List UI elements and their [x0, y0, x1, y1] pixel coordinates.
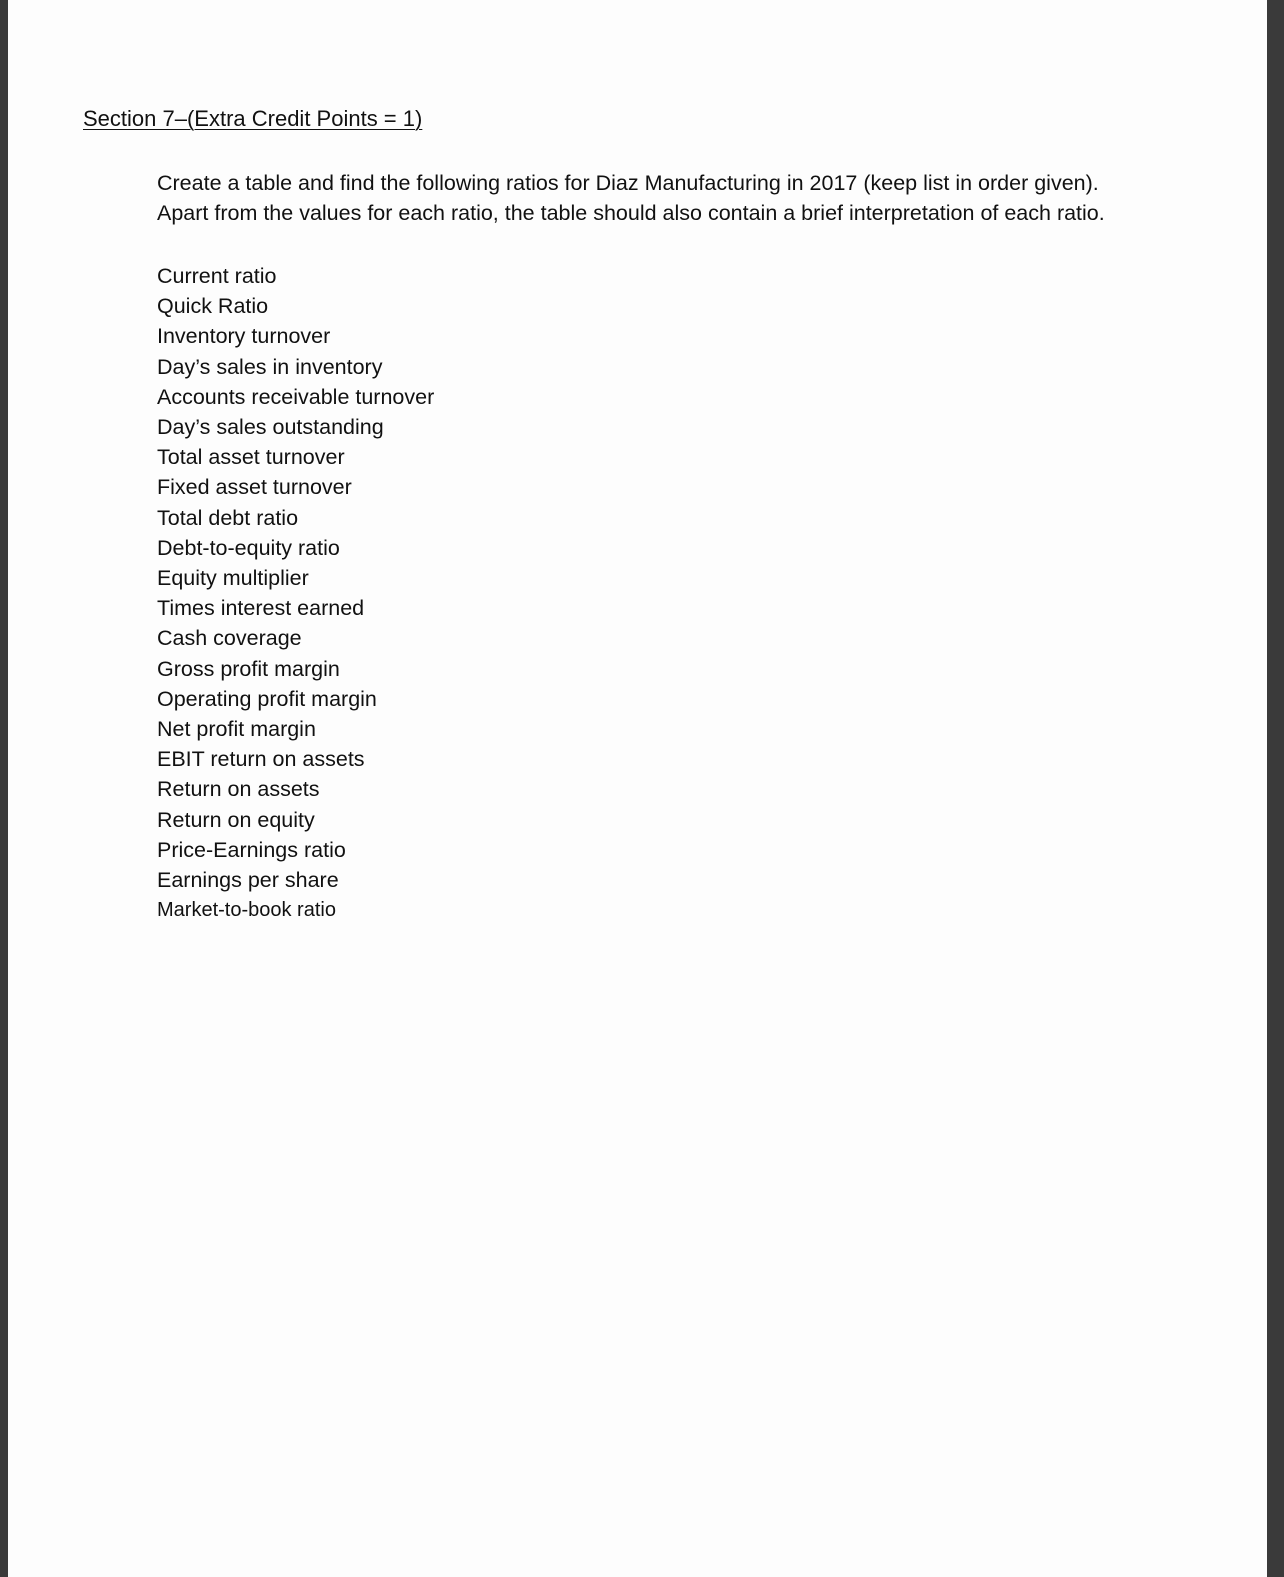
ratio-list	[157, 261, 434, 925]
ratio-item: Accounts receivable turnover	[157, 384, 435, 409]
ratio-item: Cash coverage	[157, 626, 302, 651]
ratio-item: Current ratio	[157, 264, 277, 288]
ratio-item: Day’s sales in inventory	[157, 354, 383, 379]
ratio-item: Inventory turnover	[157, 324, 331, 349]
ratio-item: Quick Ratio	[157, 294, 269, 319]
ratio-item: Day’s sales outstanding	[157, 415, 384, 440]
ratio-item: Total asset turnover	[157, 445, 345, 470]
ratio-item: Operating profit margin	[157, 686, 377, 711]
ratio-item: Return on assets	[157, 777, 320, 802]
ratio-item: EBIT return on assets	[157, 747, 365, 772]
ratio-item: Gross profit margin	[157, 656, 340, 681]
ratio-item: Debt-to-equity ratio	[157, 535, 340, 560]
ratio-item: Times interest earned	[157, 596, 365, 621]
instruction-line-2: Apart from the values for each ratio, the table should also contain a brief interpretation of each ratio.	[157, 201, 1105, 225]
section-title: Section 7–(Extra Credit Points = 1)	[83, 106, 423, 131]
ratio-item: Fixed asset turnover	[157, 475, 352, 500]
document-page	[8, 0, 1267, 1577]
ratio-item: Equity multiplier	[157, 566, 309, 591]
ratio-item: Price-Earnings ratio	[157, 837, 346, 862]
ratio-item: Earnings per share	[157, 868, 339, 893]
ratio-item: Market-to-book ratio	[157, 899, 336, 922]
instructions	[157, 168, 1237, 228]
ratio-item: Net profit margin	[157, 717, 316, 742]
instruction-line-1: Create a table and find the following ratios for Diaz Manufacturing in 2017 (keep list in order given).	[157, 171, 1099, 195]
ratio-item: Total debt ratio	[157, 505, 299, 530]
ratio-item: Return on equity	[157, 807, 315, 832]
